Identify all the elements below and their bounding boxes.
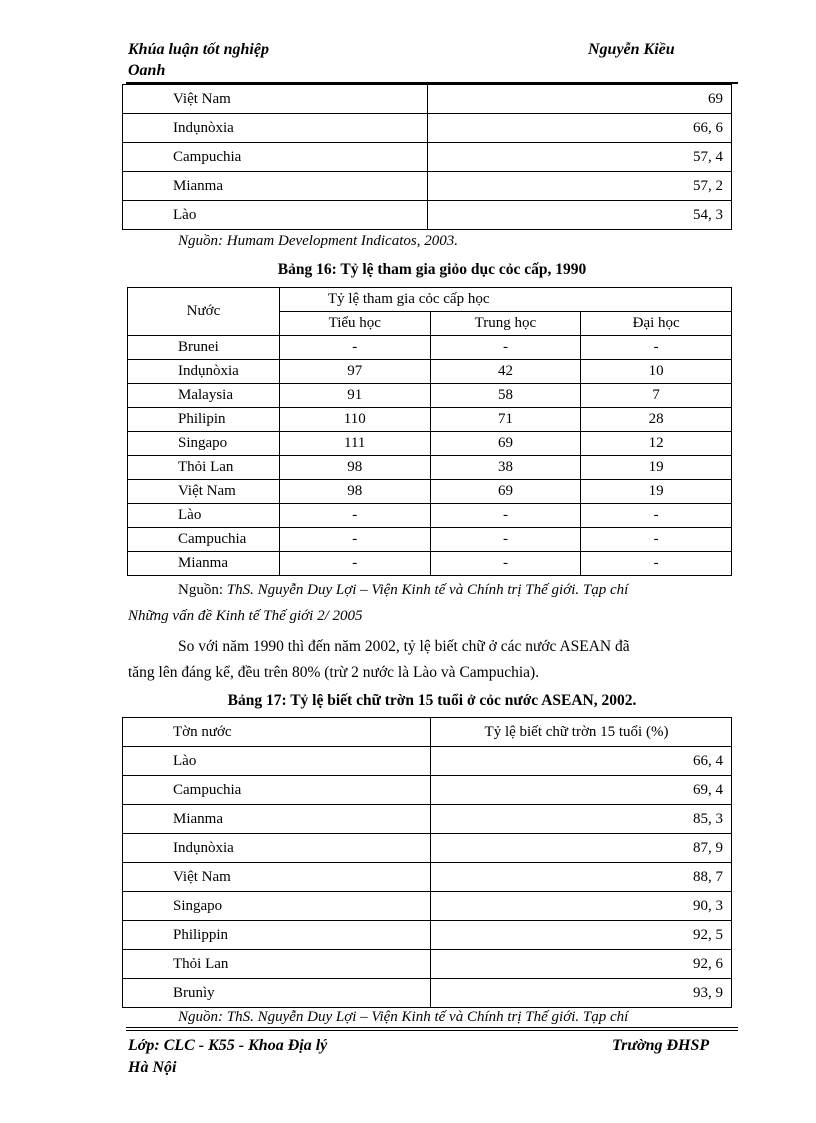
table-row <box>123 143 732 172</box>
secondary-cell: 38 <box>430 456 581 480</box>
table-row <box>128 456 732 480</box>
country-cell: Campuchia <box>123 776 431 805</box>
table-row <box>123 776 732 805</box>
secondary-cell: 69 <box>430 480 581 504</box>
primary-cell: - <box>279 528 430 552</box>
primary-cell: 91 <box>279 384 430 408</box>
tertiary-cell: 28 <box>581 408 732 432</box>
primary-cell: 111 <box>279 432 430 456</box>
country-cell: Mianma <box>123 172 428 201</box>
table-row <box>123 114 732 143</box>
header-author: Nguyễn Kiều <box>588 41 675 58</box>
primary-cell: 98 <box>279 480 430 504</box>
table-life-expectancy <box>122 84 732 230</box>
tertiary-cell: - <box>581 552 732 576</box>
country-cell: Lào <box>128 504 280 528</box>
value-cell: 93, 9 <box>430 979 731 1008</box>
paragraph-line2: tăng lên đáng kể, đều trên 80% (trừ 2 nước là Lào và Campuchia). <box>128 664 540 681</box>
table-row <box>128 432 732 456</box>
table2-source-continued: Những vấn đề Kinh tế Thế giới 2/ 2005 <box>128 608 363 624</box>
tertiary-cell: 19 <box>581 456 732 480</box>
value-cell: 88, 7 <box>430 863 731 892</box>
table-row <box>128 360 732 384</box>
column-header-primary: Tiểu học <box>279 312 430 336</box>
table3-source: Nguồn: ThS. Nguyễn Duy Lợi – Viện Kinh tế và Chính trị Thế giới. Tạp chí <box>178 1009 629 1025</box>
tertiary-cell: - <box>581 336 732 360</box>
header-title: Khúa luận tốt nghiệp <box>128 41 269 58</box>
tertiary-cell: 10 <box>581 360 732 384</box>
table2-caption: Bảng 16: Tỷ lệ tham gia giỏo dục cỏc cấp, 1990 <box>277 261 587 278</box>
table-row <box>128 504 732 528</box>
table-row <box>123 863 732 892</box>
country-cell: Indụnòxia <box>123 114 428 143</box>
footer-school: Trường ĐHSP <box>612 1037 710 1054</box>
table-row <box>123 201 732 230</box>
country-cell: Thỏi Lan <box>128 456 280 480</box>
country-cell: Lào <box>123 201 428 230</box>
country-cell: Brunìy <box>123 979 431 1008</box>
table-row <box>123 834 732 863</box>
footer-rule <box>126 1027 738 1028</box>
country-cell: Mianma <box>128 552 280 576</box>
table-row <box>123 172 732 201</box>
table-row <box>128 384 732 408</box>
footer-class: Lớp: CLC - K55 - Khoa Địa lý <box>128 1037 328 1054</box>
country-cell: Indụnòxia <box>128 360 280 384</box>
country-cell: Singapo <box>123 892 431 921</box>
country-cell: Việt Nam <box>128 480 280 504</box>
value-cell: 87, 9 <box>430 834 731 863</box>
table-row <box>123 805 732 834</box>
value-cell: 69 <box>427 85 731 114</box>
table-row <box>123 892 732 921</box>
value-cell: 66, 4 <box>430 747 731 776</box>
table-row <box>123 747 732 776</box>
country-cell: Indụnòxia <box>123 834 431 863</box>
secondary-cell: 71 <box>430 408 581 432</box>
table-row <box>128 480 732 504</box>
country-cell: Malaysia <box>128 384 280 408</box>
footer-class-continued: Hà Nội <box>128 1059 177 1076</box>
primary-cell: 98 <box>279 456 430 480</box>
country-cell: Philippin <box>123 921 431 950</box>
country-cell: Lào <box>123 747 431 776</box>
tertiary-cell: 19 <box>581 480 732 504</box>
value-cell: 57, 4 <box>427 143 731 172</box>
secondary-cell: - <box>430 336 581 360</box>
country-cell: Mianma <box>123 805 431 834</box>
table-row <box>128 552 732 576</box>
table3-caption: Bảng 17: Tỷ lệ biết chữ trờn 15 tuổi ở cỏc nước ASEAN, 2002. <box>227 692 637 709</box>
column-group-header: Tỷ lệ tham gia cỏc cấp học <box>279 288 731 312</box>
secondary-cell: - <box>430 552 581 576</box>
country-cell: Việt Nam <box>123 85 428 114</box>
secondary-cell: - <box>430 528 581 552</box>
table1-source: Nguồn: Humam Development Indicatos, 2003. <box>178 233 458 249</box>
header-title-continued: Oanh <box>128 62 166 79</box>
value-cell: 92, 6 <box>430 950 731 979</box>
country-cell: Singapo <box>128 432 280 456</box>
table-row <box>128 408 732 432</box>
value-cell: 54, 3 <box>427 201 731 230</box>
tertiary-cell: 7 <box>581 384 732 408</box>
value-cell: 69, 4 <box>430 776 731 805</box>
table-row <box>123 921 732 950</box>
tertiary-cell: - <box>581 504 732 528</box>
secondary-cell: - <box>430 504 581 528</box>
secondary-cell: 58 <box>430 384 581 408</box>
column-header-tertiary: Đại học <box>581 312 732 336</box>
secondary-cell: 42 <box>430 360 581 384</box>
column-header-secondary: Trung học <box>430 312 581 336</box>
country-cell: Campuchia <box>128 528 280 552</box>
secondary-cell: 69 <box>430 432 581 456</box>
country-cell: Việt Nam <box>123 863 431 892</box>
value-cell: 85, 3 <box>430 805 731 834</box>
value-cell: 66, 6 <box>427 114 731 143</box>
paragraph-line1: So với năm 1990 thì đến năm 2002, tỷ lệ biết chữ ở các nước ASEAN đã <box>178 638 630 655</box>
primary-cell: 97 <box>279 360 430 384</box>
country-cell: Campuchia <box>123 143 428 172</box>
table-literacy-rate <box>122 717 732 1008</box>
table-row <box>128 528 732 552</box>
table-row <box>123 950 732 979</box>
country-cell: Brunei <box>128 336 280 360</box>
value-cell: 92, 5 <box>430 921 731 950</box>
country-cell: Thỏi Lan <box>123 950 431 979</box>
country-cell: Philipin <box>128 408 280 432</box>
primary-cell: - <box>279 336 430 360</box>
primary-cell: - <box>279 504 430 528</box>
table-row <box>123 979 732 1008</box>
column-header-country: Tờn nước <box>123 718 431 747</box>
column-header-country: Nước <box>128 288 280 336</box>
primary-cell: - <box>279 552 430 576</box>
footer-rule-double <box>126 1030 738 1031</box>
table-education-participation <box>127 287 732 576</box>
table-row <box>123 85 732 114</box>
value-cell: 90, 3 <box>430 892 731 921</box>
tertiary-cell: - <box>581 528 732 552</box>
table2-source <box>178 582 738 599</box>
value-cell: 57, 2 <box>427 172 731 201</box>
table-row <box>128 336 732 360</box>
tertiary-cell: 12 <box>581 432 732 456</box>
source-text: ThS. Nguyễn Duy Lợi – Viện Kinh tế và Chính trị Thế giới. Tạp chí <box>226 582 629 598</box>
primary-cell: 110 <box>279 408 430 432</box>
source-prefix: Nguồn: <box>178 582 227 598</box>
column-header-literacy: Tỷ lệ biết chữ trờn 15 tuổi (%) <box>430 718 731 747</box>
